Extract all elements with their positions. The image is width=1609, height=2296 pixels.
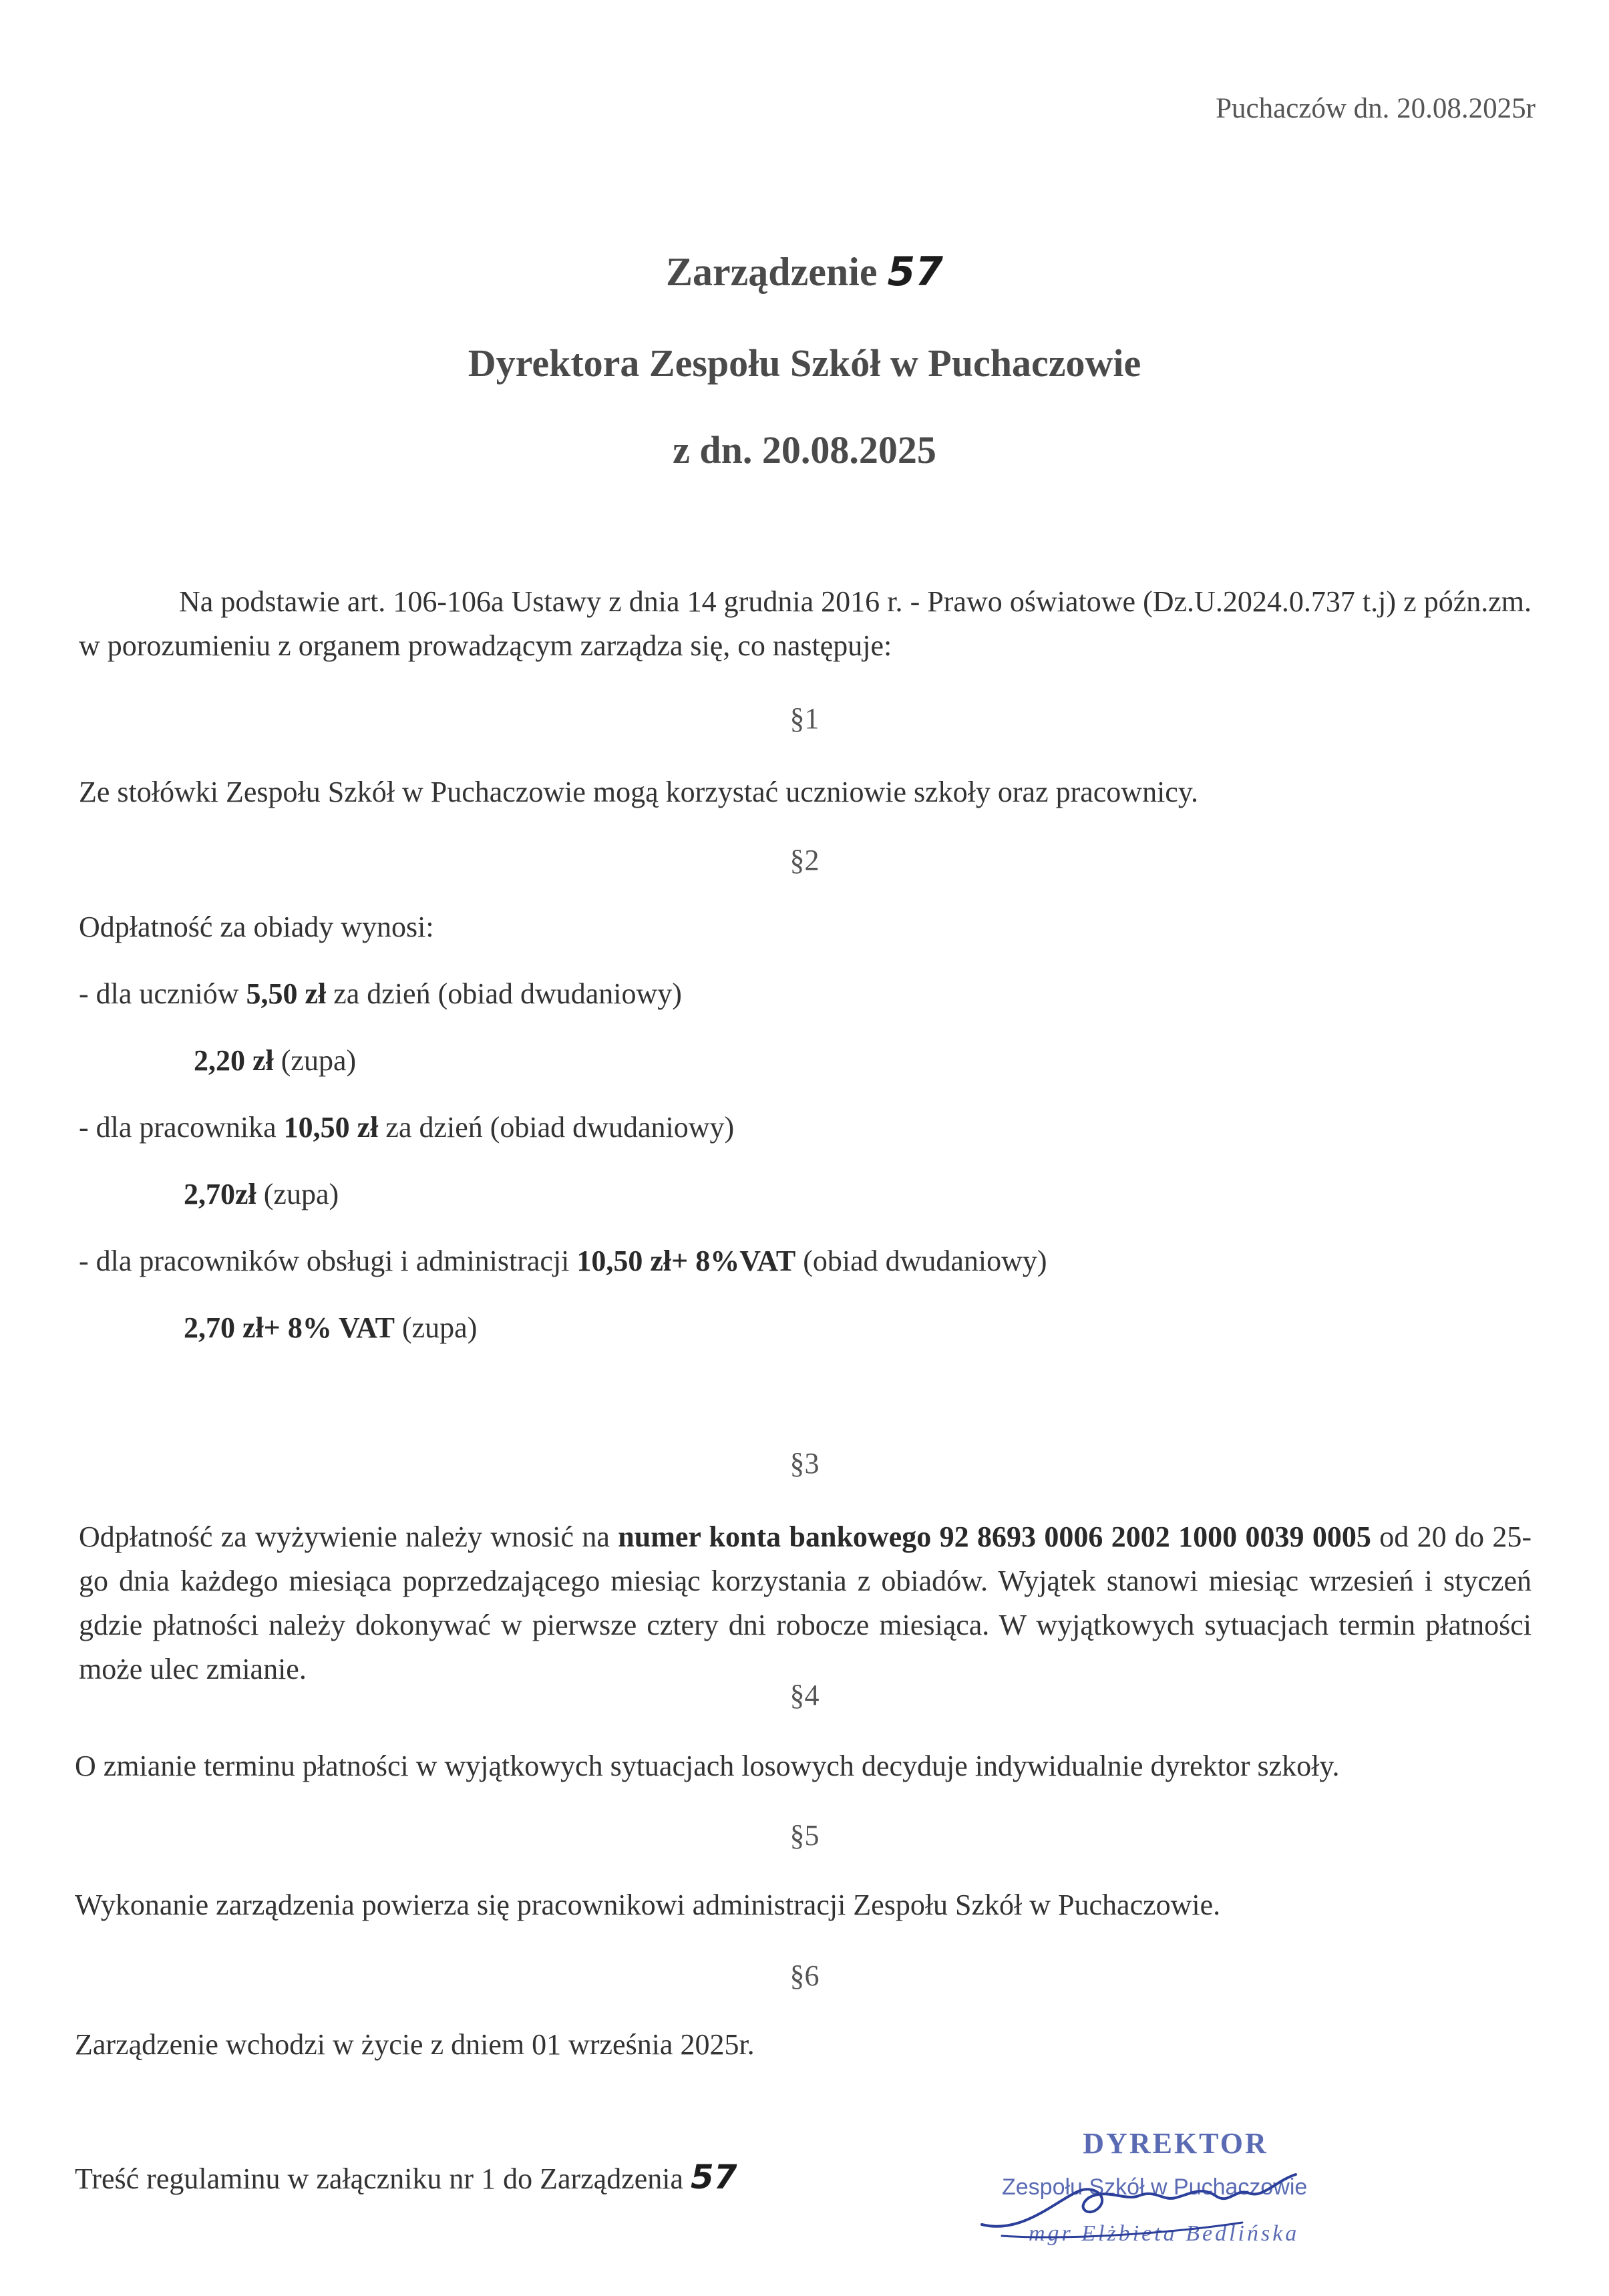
price-students-soup-note: (zupa): [273, 1044, 357, 1077]
director-stamp: [989, 2121, 1363, 2255]
section-5-mark: §5: [789, 1819, 820, 1852]
signature-icon: [962, 2161, 1309, 2248]
stamp-school: Zespołu Szkół w Puchaczowie: [1002, 2174, 1308, 2200]
price-worker-soup: [184, 1177, 339, 1211]
bank-account-number: numer konta bankowego 92 8693 0006 2002 1000 0039 0005: [618, 1520, 1371, 1553]
section-4-mark: §4: [789, 1679, 820, 1711]
preamble: Na podstawie art. 106-106a Ustawy z dnia 14 grudnia 2016 r. - Prawo oświatowe (Dz.U.2024.0.737 t.j) z późn.zm. w porozumieniu z organem prowadzącym zarządza się, co następuje:: [79, 585, 1532, 662]
price-staff-soup-note: (zupa): [395, 1311, 478, 1344]
price-staff-note: (obiad dwudaniowy): [795, 1245, 1047, 1277]
place-date: Puchaczów dn. 20.08.2025r: [1216, 93, 1536, 124]
price-staff-amount: 10,50 zł+ 8%VAT: [576, 1245, 796, 1277]
section-5-text: Wykonanie zarządzenia powierza się pracownikowi administracji Zespołu Szkół w Puchaczowie.: [75, 1889, 1221, 1921]
ordinance-issuer: Dyrektora Zespołu Szkół w Puchaczowie: [468, 341, 1141, 385]
price-students-label: - dla uczniów: [79, 977, 246, 1010]
price-worker-soup-amount: 2,70zł: [184, 1178, 256, 1210]
section-3-details: od 20 do 25-go dnia każdego miesiąca poprzedzającego miesiąc korzystania z obiadów. Wyjątek stanowi miesiąc wrzesień i styczeń gdzie płatności należy dokonywać w pierwsze cztery dni robocze miesiąca. W wyjątkowych sytuacjach termin płatności może ulec zmianie.: [79, 1520, 1532, 1685]
section-6-mark: §6: [789, 1959, 820, 1992]
ordinance-number-handwritten: 57: [887, 249, 944, 295]
section-1-text: Ze stołówki Zespołu Szkół w Puchaczowie mogą korzystać uczniowie szkoły oraz pracownicy.: [79, 776, 1198, 808]
stamp-title: DYREKTOR: [1083, 2127, 1268, 2160]
price-worker-note: za dzień (obiad dwudaniowy): [378, 1111, 735, 1144]
price-students-soup: [194, 1043, 356, 1078]
section-3-text: [79, 1515, 1532, 1691]
section-4-text: O zmianie terminu płatności w wyjątkowych sytuacjach losowych decyduje indywidualnie dyrektor szkoły.: [75, 1750, 1340, 1782]
ordinance-title-prefix: Zarządzenie: [665, 250, 878, 294]
price-worker: [79, 1110, 734, 1144]
attachment-note: [75, 2158, 737, 2196]
section-3-intro: Odpłatność za wyżywienie należy wnosić na: [79, 1520, 618, 1553]
price-staff-label: - dla pracowników obsługi i administracji: [79, 1245, 577, 1277]
stamp-name: mgr Elżbieta Bedlińska: [1029, 2221, 1300, 2246]
price-students-amount: 5,50 zł: [246, 977, 327, 1010]
price-worker-label: - dla pracownika: [79, 1111, 284, 1144]
price-students-soup-amount: 2,20 zł: [194, 1044, 274, 1077]
price-staff-soup-amount: 2,70 zł+ 8% VAT: [184, 1311, 395, 1344]
section-2-mark: §2: [789, 844, 820, 876]
attachment-note-text: Treść regulaminu w załączniku nr 1 do Zarządzenia: [75, 2162, 684, 2195]
price-worker-amount: 10,50 zł: [283, 1111, 379, 1144]
section-1-mark: §1: [789, 702, 820, 735]
price-staff: [79, 1244, 1047, 1278]
price-students-note: za dzień (obiad dwudaniowy): [326, 977, 682, 1010]
price-staff-soup: [184, 1311, 477, 1345]
price-worker-soup-note: (zupa): [256, 1178, 339, 1210]
ordinance-title: [0, 249, 1609, 295]
ordinance-date: z dn. 20.08.2025: [673, 428, 936, 472]
section-3-mark: §3: [789, 1447, 820, 1480]
attachment-number-handwritten: 57: [691, 2158, 737, 2196]
section-6-text: Zarządzenie wchodzi w życie z dniem 01 września 2025r.: [75, 2028, 755, 2061]
price-students: [79, 977, 682, 1011]
section-2-intro: Odpłatność za obiady wynosi:: [79, 911, 434, 943]
